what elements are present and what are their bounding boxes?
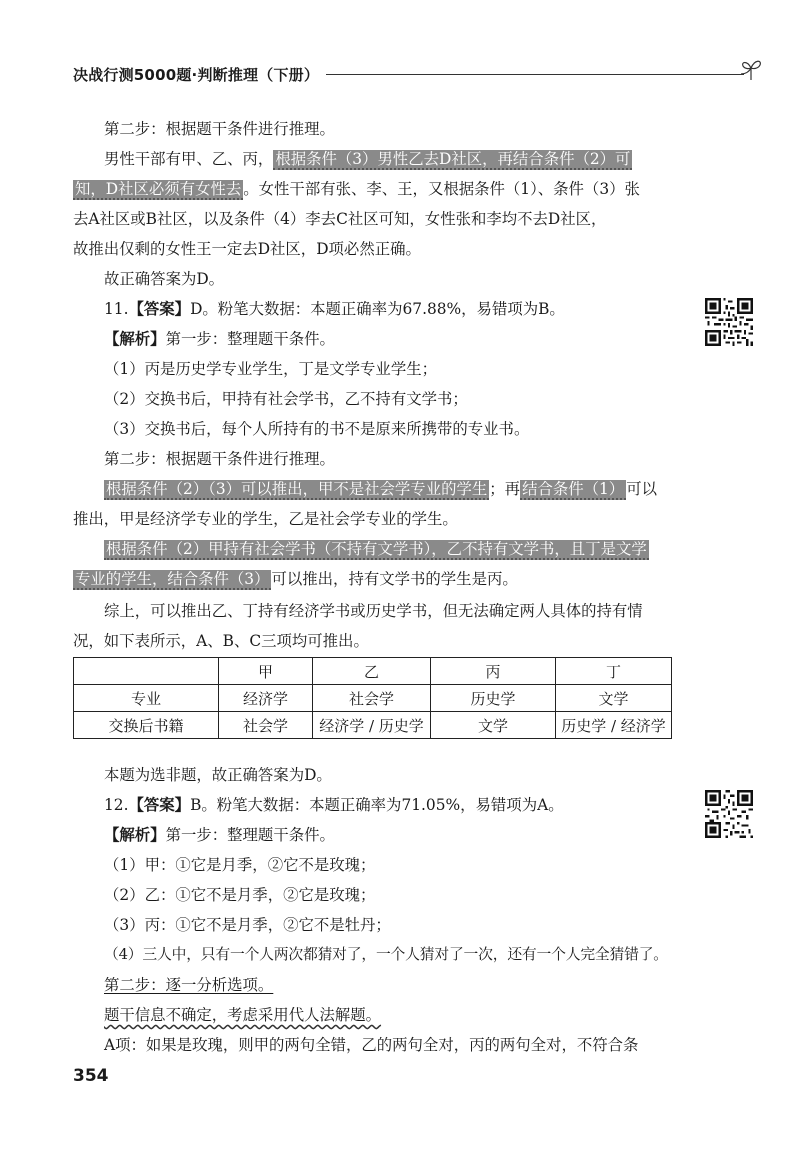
- qr-code-icon[interactable]: [705, 298, 753, 346]
- highlight: 根据条件（3）男性乙去D社区，再结合条件（2）可: [275, 150, 631, 168]
- table-cell: 历史学 / 经济学: [556, 712, 672, 739]
- condition-item: （1）丙是历史学专业学生，丁是文学专业学生；: [104, 360, 437, 378]
- paragraph-line: 综上，可以推出乙、丁持有经济学书或历史学书，但无法确定两人具体的持有情: [104, 602, 643, 620]
- header-rule: [326, 74, 744, 75]
- condition-item: （2）乙：①它不是月季，②它是玫瑰；: [104, 886, 376, 904]
- qr-code-icon[interactable]: [705, 790, 753, 838]
- table-cell: 交换后书籍: [74, 712, 219, 739]
- explanation-line: 【解析】第一步：整理题干条件。: [104, 330, 335, 348]
- table-cell: 专业: [74, 685, 219, 712]
- book-table: [73, 657, 672, 739]
- table-row: [74, 685, 672, 712]
- paragraph-line: 推出，甲是经济学专业的学生，乙是社会学专业的学生。: [73, 510, 458, 528]
- paragraph-line: 知，D社区必须有女性去 。女性干部有张、李、王，又根据条件（1）、条件（3）张: [75, 180, 640, 198]
- explanation-line: 【解析】第一步：整理题干条件。: [104, 826, 335, 844]
- table-header-row: [74, 658, 672, 685]
- highlight: 根据条件（2）（3）可以推出，甲不是社会学专业的学生: [106, 480, 488, 498]
- question-answer: 11.【答案】D。粉笔大数据：本题正确率为67.88%，易错项为B。: [104, 300, 565, 318]
- answer-line: 本题为选非题，故正确答案为D。: [104, 766, 332, 784]
- paragraph-line: 题干信息不确定，考虑采用代人法解题。: [104, 1006, 382, 1024]
- paragraph-line: 男性干部有甲、乙、丙， 根据条件（3）男性乙去D社区，再结合条件（2）可: [104, 150, 631, 168]
- condition-item: （3）交换书后，每个人所持有的书不是原来所携带的专业书。: [104, 420, 530, 438]
- paragraph-line: 况，如下表所示，A、B、C三项均可推出。: [73, 632, 369, 650]
- paragraph-line: 去A社区或B社区，以及条件（4）李去C社区可知，女性张和李均不去D社区，: [73, 210, 607, 228]
- running-header: [73, 56, 763, 96]
- answer-line: 故正确答案为D。: [104, 270, 225, 288]
- table-row: [74, 712, 672, 739]
- table-cell: 经济学 / 历史学: [313, 712, 431, 739]
- highlight: 知，D社区必须有女性去: [75, 180, 242, 198]
- table-header-cell: 丙: [431, 658, 556, 685]
- table-header-cell: [74, 658, 219, 685]
- table-cell: 社会学: [313, 685, 431, 712]
- paragraph-line: 专业的学生，结合条件（3） 可以推出，持有文学书的学生是丙。: [75, 570, 518, 588]
- highlight: 专业的学生，结合条件（3）: [75, 570, 270, 588]
- condition-item: （1）甲：①它是月季，②它不是玫瑰；: [104, 856, 376, 874]
- step-heading: 第二步：根据题干条件进行推理。: [104, 450, 335, 468]
- highlight: 根据条件（2）甲持有社会学书（不持有文学书），乙不持有文学书，且丁是文学: [106, 540, 647, 558]
- paragraph-line: [104, 538, 649, 560]
- paragraph-line: A项：如果是玫瑰，则甲的两句全错，乙的两句全对，丙的两句全对，不符合条: [104, 1036, 639, 1054]
- step-heading: 第二步：根据题干条件进行推理。: [104, 120, 335, 138]
- sprout-icon: [737, 56, 765, 82]
- table-cell: 社会学: [219, 712, 313, 739]
- table-header-cell: 甲: [219, 658, 313, 685]
- table-cell: 文学: [431, 712, 556, 739]
- table-header-cell: 丁: [556, 658, 672, 685]
- question-answer: 12.【答案】B。粉笔大数据：本题正确率为71.05%，易错项为A。: [104, 796, 564, 814]
- condition-item: （4）三人中，只有一个人两次都猜对了，一个人猜对了一次，还有一个人完全猜错了。: [104, 946, 668, 963]
- paragraph-line: 故推出仅剩的女性王一定去D社区，D项必然正确。: [73, 240, 421, 258]
- paragraph-line: 根据条件（2）（3）可以推出，甲不是社会学专业的学生 ；再 结合条件（1） 可以: [106, 480, 657, 498]
- condition-item: （2）交换书后，甲持有社会学书，乙不持有文学书；: [104, 390, 468, 408]
- table-header-cell: 乙: [313, 658, 431, 685]
- condition-item: （3）丙：①它不是月季，②它不是牡丹；: [104, 916, 391, 934]
- step-heading: 第二步：逐一分析选项。: [104, 976, 274, 994]
- highlight: 结合条件（1）: [522, 480, 625, 498]
- table-cell: 经济学: [219, 685, 313, 712]
- table-cell: 文学: [556, 685, 672, 712]
- table-cell: 历史学: [431, 685, 556, 712]
- book-title: 决战行测5000题·判断推理（下册）: [73, 66, 320, 84]
- page-number: 354: [73, 1066, 109, 1086]
